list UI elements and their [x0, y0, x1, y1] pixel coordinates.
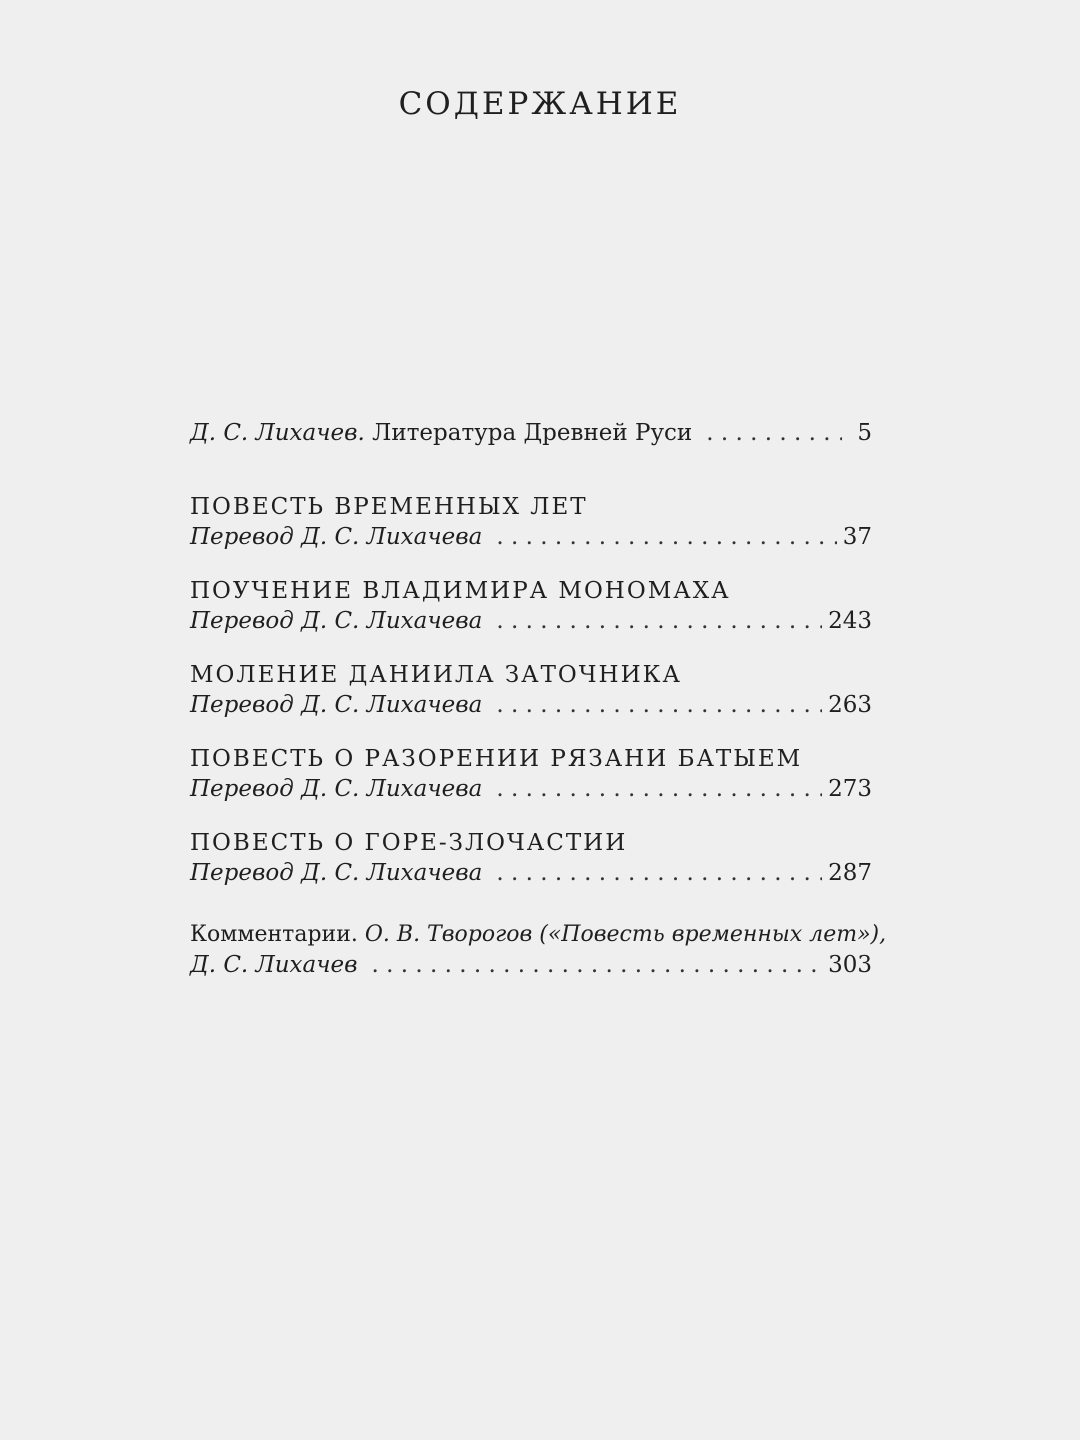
dot-leader [496, 606, 822, 636]
comments-author-second: Д. С. Лихачев [190, 952, 358, 978]
translator-credit: Перевод Д. С. Лихачева [190, 524, 483, 550]
section-title: МОЛЕНИЕ ДАНИИЛА ЗАТОЧНИКА [190, 662, 682, 688]
translator-credit: Перевод Д. С. Лихачева [190, 860, 483, 886]
dot-leader [706, 418, 842, 448]
toc-entry-section[interactable] [190, 492, 872, 552]
translator-credit: Перевод Д. С. Лихачева [190, 776, 483, 802]
page-number: 37 [842, 524, 872, 550]
section-title: ПОВЕСТЬ ВРЕМЕННЫХ ЛЕТ [190, 494, 588, 520]
section-title: ПОВЕСТЬ О ГОРЕ-ЗЛОЧАСТИИ [190, 830, 628, 856]
page-number: 303 [828, 952, 872, 978]
toc-entry-section[interactable] [190, 828, 872, 888]
intro-author: Д. С. Лихачев. [190, 420, 365, 446]
page-number: 243 [828, 608, 872, 634]
toc-entry-section[interactable] [190, 576, 872, 636]
dot-leader [372, 950, 823, 980]
page-number: 287 [828, 860, 872, 886]
section-title: ПОВЕСТЬ О РАЗОРЕНИИ РЯЗАНИ БАТЫЕМ [190, 746, 803, 772]
dot-leader [496, 522, 836, 552]
toc-entry-comments[interactable] [190, 920, 887, 980]
page-number: 5 [857, 420, 872, 446]
dot-leader [496, 774, 822, 804]
page-number: 263 [828, 692, 872, 718]
toc-entry-intro[interactable] [190, 418, 872, 448]
dot-leader [496, 858, 822, 888]
page-title: СОДЕРЖАНИЕ [398, 86, 682, 122]
translator-credit: Перевод Д. С. Лихачева [190, 608, 483, 634]
section-title: ПОУЧЕНИЕ ВЛАДИМИРА МОНОМАХА [190, 578, 731, 604]
translator-credit: Перевод Д. С. Лихачева [190, 692, 483, 718]
dot-leader [496, 690, 822, 720]
comments-label: Комментарии. [190, 922, 358, 947]
intro-title: Литература Древней Руси [372, 420, 693, 446]
page-number: 273 [828, 776, 872, 802]
toc-entry-section[interactable] [190, 744, 872, 804]
comments-authors: О. В. Творогов («Повесть временных лет»), [364, 922, 887, 947]
toc-entry-section[interactable] [190, 660, 872, 720]
